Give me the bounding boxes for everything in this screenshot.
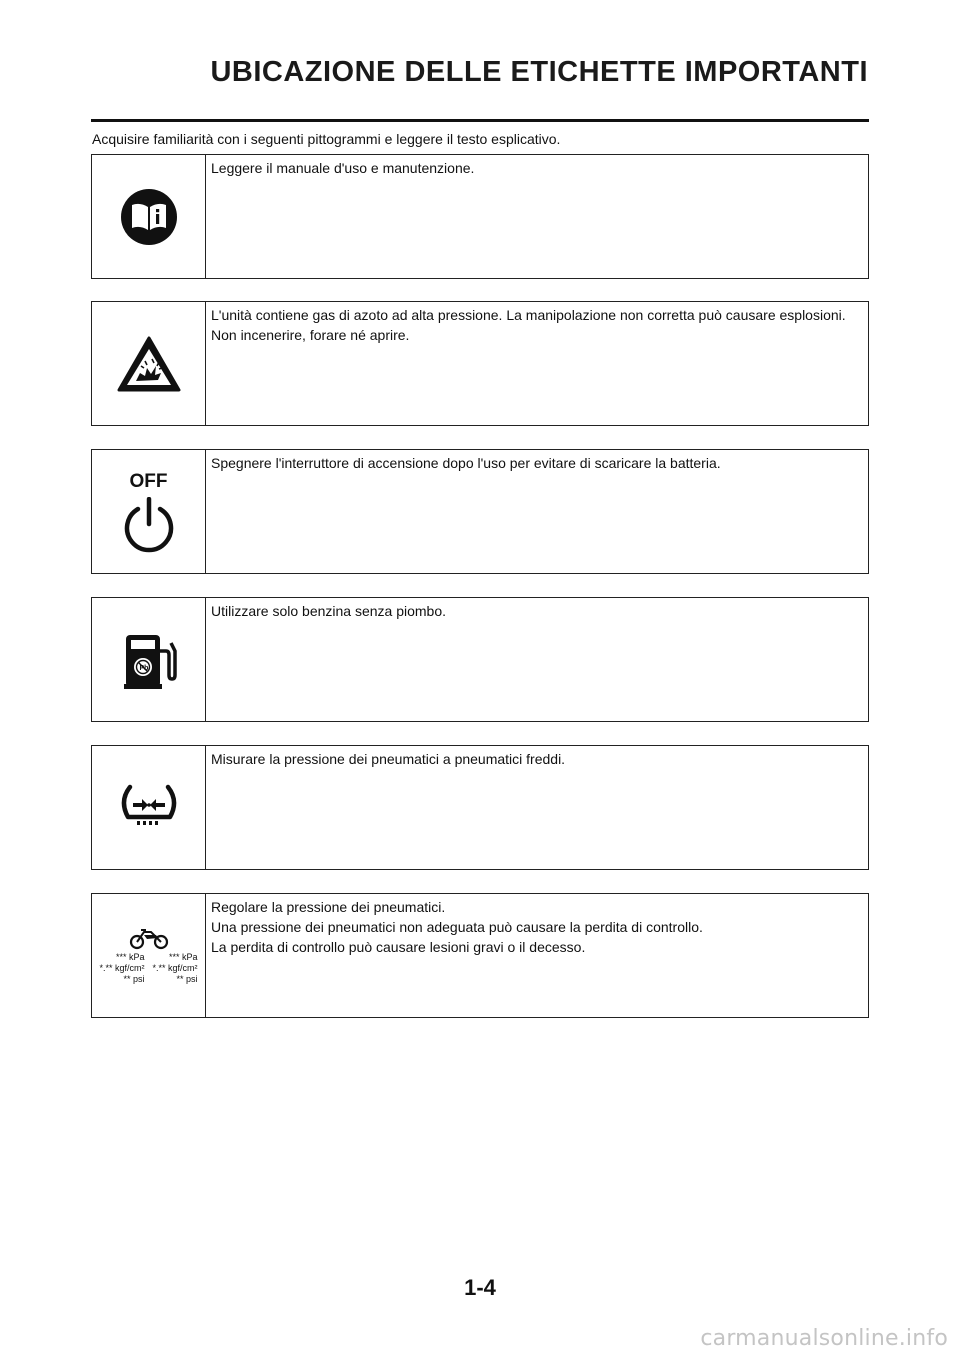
power-off-icon [120, 497, 178, 553]
icon-cell [92, 894, 206, 1017]
label-line: Non incenerire, forare né aprire. [211, 327, 410, 343]
icon-cell [92, 746, 206, 869]
label-text [206, 450, 868, 573]
front-tire-pressure-values [99, 952, 144, 985]
label-box-tire-pressure [91, 893, 869, 1018]
off-label: OFF [129, 470, 168, 492]
label-text [206, 894, 868, 1017]
label-box-nitrogen [91, 301, 869, 426]
label-line: La perdita di controllo può causare lesioni gravi o il decesso. [211, 939, 586, 955]
psi-value: ** psi [176, 974, 198, 984]
label-line: Misurare la pressione dei pneumatici a pneumatici freddi. [211, 751, 566, 767]
label-line: Regolare la pressione dei pneumatici. [211, 899, 446, 915]
label-box-cold-tires [91, 745, 869, 870]
svg-text:Pb: Pb [139, 664, 148, 672]
label-line: L'unità contiene gas di azoto ad alta pressione. La manipolazione non corretta può causare esplosioni. [211, 307, 846, 323]
intro-text: Acquisire familiarità con i seguenti pittogrammi e leggere il testo esplicativo. [92, 131, 561, 147]
manual-book-icon [120, 188, 178, 246]
explosion-warning-icon [116, 335, 182, 393]
label-line: Leggere il manuale d'uso e manutenzione. [211, 160, 475, 176]
kpa-value: *** kPa [115, 952, 145, 962]
icon-cell [92, 598, 206, 721]
label-line: Utilizzare solo benzina senza piombo. [211, 603, 447, 619]
label-text [206, 155, 868, 278]
motorcycle-icon [129, 926, 169, 950]
watermark: carmanualsonline.info [700, 1326, 948, 1351]
kgf-value: *.** kgf/cm² [152, 963, 198, 973]
title-rule [91, 119, 869, 122]
kpa-value: *** kPa [168, 952, 198, 962]
label-text [206, 598, 868, 721]
unleaded-fuel-icon [117, 629, 181, 691]
icon-cell [92, 155, 206, 278]
cold-tire-pressure-icon [117, 783, 181, 833]
label-line: Spegnere l'interruttore di accensione dopo l'uso per evitare di scaricare la batteria. [211, 455, 721, 471]
label-box-unleaded [91, 597, 869, 722]
psi-value: ** psi [123, 974, 145, 984]
page-title: UBICAZIONE DELLE ETICHETTE IMPORTANTI [210, 56, 868, 88]
label-text [206, 302, 868, 425]
page-number: 1-4 [464, 1275, 496, 1300]
label-line: Una pressione dei pneumatici non adeguata può causare la perdita di controllo. [211, 919, 703, 935]
kgf-value: *.** kgf/cm² [99, 963, 145, 973]
icon-cell [92, 302, 206, 425]
icon-cell [92, 450, 206, 573]
label-box-manual [91, 154, 869, 279]
label-text [206, 746, 868, 869]
rear-tire-pressure-values [153, 952, 198, 985]
label-box-power-off [91, 449, 869, 574]
